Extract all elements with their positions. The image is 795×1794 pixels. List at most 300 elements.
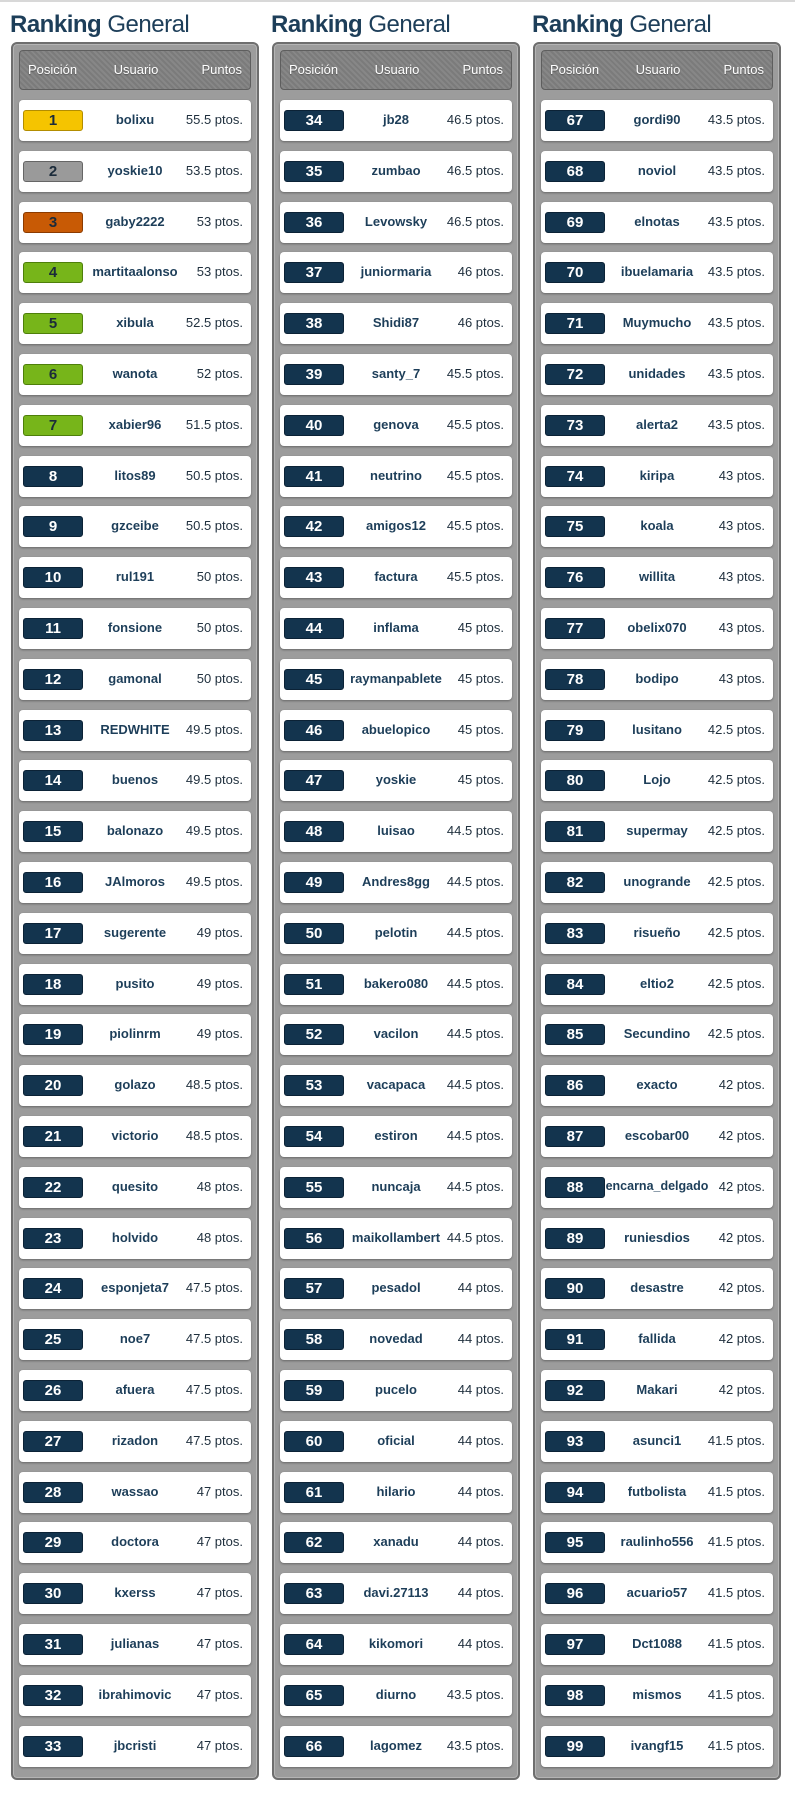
points-value: 46.5 ptos. [446, 162, 504, 178]
username[interactable]: willita [638, 569, 676, 585]
points-value: 49.5 ptos. [185, 873, 243, 889]
username[interactable]: genova [373, 416, 419, 432]
position-badge: 52 [284, 1024, 344, 1045]
header-user: Usuario [374, 62, 420, 77]
position-badge: 83 [545, 923, 605, 944]
points-value: 41.5 ptos. [707, 1534, 765, 1550]
points-value: 43 ptos. [718, 467, 765, 483]
points-value: 41.5 ptos. [707, 1585, 765, 1601]
points-value: 44.5 ptos. [446, 873, 504, 889]
username[interactable]: zumbao [371, 162, 421, 178]
points-value: 50.5 ptos. [185, 518, 243, 534]
points-value: 44.5 ptos. [446, 823, 504, 839]
ranking-row[interactable] [280, 151, 512, 192]
username[interactable]: afuera [115, 1381, 155, 1397]
ranking-row[interactable] [19, 608, 251, 649]
points-value: 42.5 ptos. [707, 873, 765, 889]
ranking-row[interactable] [280, 506, 512, 547]
username[interactable]: Makari [636, 1381, 678, 1397]
ranking-row[interactable] [19, 1573, 251, 1614]
points-value: 45 ptos. [457, 670, 504, 686]
username[interactable]: desastre [630, 1280, 684, 1296]
username[interactable]: litos89 [114, 467, 156, 483]
username[interactable]: jbcristi [113, 1737, 157, 1753]
points-value: 43.5 ptos. [707, 112, 765, 127]
ranking-row[interactable] [280, 354, 512, 395]
username[interactable]: oficial [377, 1432, 415, 1448]
ranking-row[interactable] [19, 151, 251, 192]
points-value: 49 ptos. [196, 975, 243, 991]
username[interactable]: risueño [633, 924, 681, 940]
points-value: 42 ptos. [718, 1178, 765, 1194]
ranking-column-1 [9, 8, 261, 1755]
position-badge: 86 [545, 1075, 605, 1096]
username[interactable]: eltio2 [640, 975, 674, 991]
ranking-row[interactable] [280, 405, 512, 446]
ranking-row[interactable] [19, 100, 251, 141]
ranking-row[interactable] [541, 252, 773, 293]
points-value: 47 ptos. [196, 1585, 243, 1601]
ranking-row[interactable] [280, 1370, 512, 1411]
ranking-row[interactable] [280, 1573, 512, 1614]
header-user: Usuario [635, 62, 681, 77]
ranking-row[interactable] [19, 456, 251, 497]
username[interactable]: buenos [111, 772, 159, 788]
points-value: 43 ptos. [718, 569, 765, 585]
ranking-row[interactable] [280, 252, 512, 293]
ranking-row[interactable] [19, 1472, 251, 1513]
username[interactable]: doctora [111, 1534, 159, 1550]
ranking-row[interactable] [19, 1319, 251, 1360]
username[interactable]: ibrahimovic [98, 1686, 172, 1702]
username[interactable]: Levowsky [364, 213, 428, 229]
ranking-row[interactable] [541, 608, 773, 649]
column-title-bold: Ranking [532, 11, 624, 38]
ranking-row[interactable] [19, 1218, 251, 1259]
username[interactable]: Andres8gg [362, 873, 430, 889]
position-badge: 78 [545, 669, 605, 690]
ranking-row[interactable] [541, 1421, 773, 1462]
username[interactable]: Dct1088 [632, 1635, 682, 1651]
username[interactable]: Muymucho [622, 315, 692, 331]
position-badge: 6 [23, 364, 83, 385]
points-value: 45.5 ptos. [446, 467, 504, 483]
username[interactable]: diurno [375, 1686, 417, 1702]
ranking-row[interactable] [19, 557, 251, 598]
ranking-row[interactable] [19, 1065, 251, 1106]
position-badge: 28 [23, 1482, 83, 1503]
ranking-row[interactable] [19, 202, 251, 243]
ranking-row[interactable] [541, 1522, 773, 1563]
username[interactable]: gaby2222 [105, 213, 165, 229]
ranking-row[interactable] [541, 913, 773, 954]
ranking-row[interactable] [541, 354, 773, 395]
points-value: 43.5 ptos. [707, 315, 765, 331]
ranking-row[interactable] [541, 862, 773, 903]
position-badge: 85 [545, 1024, 605, 1045]
points-value: 47 ptos. [196, 1737, 243, 1753]
points-value: 48 ptos. [196, 1178, 243, 1194]
username[interactable]: novedad [369, 1331, 423, 1347]
username[interactable]: JAlmoros [105, 873, 165, 889]
ranking-row[interactable] [541, 811, 773, 852]
column-title [532, 8, 783, 42]
ranking-row[interactable] [541, 1065, 773, 1106]
points-value: 46 ptos. [457, 264, 504, 280]
username[interactable]: noe7 [119, 1331, 151, 1347]
username[interactable]: ivangf15 [630, 1737, 684, 1753]
username[interactable]: martitaalonso [92, 264, 178, 280]
username[interactable]: futbolista [627, 1483, 687, 1499]
column-title-bold: Ranking [10, 11, 102, 38]
ranking-row[interactable] [541, 1218, 773, 1259]
top-border [0, 0, 795, 2]
header-user: Usuario [113, 62, 159, 77]
username[interactable]: fallida [638, 1331, 676, 1347]
username[interactable]: alerta2 [636, 416, 678, 432]
username[interactable]: kiripa [639, 467, 675, 483]
position-badge: 81 [545, 821, 605, 842]
ranking-row[interactable] [280, 1421, 512, 1462]
ranking-row[interactable] [19, 1675, 251, 1716]
ranking-row[interactable] [541, 1370, 773, 1411]
position-badge: 1 [23, 110, 83, 131]
ranking-row[interactable] [280, 659, 512, 700]
username[interactable]: santy_7 [371, 365, 421, 381]
ranking-row[interactable] [280, 1319, 512, 1360]
username[interactable]: lagomez [369, 1737, 422, 1753]
position-badge: 74 [545, 466, 605, 487]
username[interactable]: unogrande [623, 873, 691, 889]
ranking-row[interactable] [280, 100, 512, 141]
ranking-row[interactable] [280, 1014, 512, 1055]
ranking-row[interactable] [19, 354, 251, 395]
username[interactable]: noviol [637, 162, 677, 178]
ranking-row[interactable] [541, 100, 773, 141]
position-badge: 48 [284, 821, 344, 842]
ranking-row[interactable] [280, 1624, 512, 1665]
username[interactable]: hilario [376, 1483, 416, 1499]
username[interactable]: bodipo [635, 670, 679, 686]
username[interactable]: pelotin [374, 924, 418, 940]
points-value: 43.5 ptos. [707, 365, 765, 381]
ranking-row[interactable] [280, 1726, 512, 1767]
username[interactable]: ibuelamaria [620, 264, 694, 280]
position-badge: 15 [23, 821, 83, 842]
position-badge: 44 [284, 618, 344, 639]
points-value: 44 ptos. [457, 1331, 504, 1347]
username[interactable]: raulinho556 [620, 1534, 694, 1550]
ranking-row[interactable] [19, 659, 251, 700]
ranking-row[interactable] [280, 760, 512, 801]
username[interactable]: raymanpablete [350, 670, 442, 686]
username[interactable]: runiesdios [624, 1229, 690, 1245]
username[interactable]: inflama [373, 619, 419, 635]
points-value: 43.5 ptos. [446, 1737, 504, 1753]
points-value: 44 ptos. [457, 1432, 504, 1448]
username[interactable]: wassao [111, 1483, 159, 1499]
username[interactable]: obelix070 [627, 619, 687, 635]
position-badge: 73 [545, 415, 605, 436]
header-points: Puntos [201, 62, 242, 77]
ranking-row[interactable] [541, 760, 773, 801]
username[interactable]: factura [374, 569, 418, 585]
position-badge: 92 [545, 1380, 605, 1401]
username[interactable]: encarna_delgado [605, 1178, 709, 1193]
username[interactable]: Lojo [643, 772, 671, 788]
ranking-row[interactable] [541, 1167, 773, 1208]
username[interactable]: fonsione [107, 619, 163, 635]
ranking-row[interactable] [280, 303, 512, 344]
ranking-row[interactable] [19, 760, 251, 801]
username[interactable]: abuelopico [361, 721, 431, 737]
username[interactable]: vacilon [373, 1026, 419, 1042]
username[interactable]: yoskie [375, 772, 417, 788]
points-value: 41.5 ptos. [707, 1432, 765, 1448]
points-value: 42 ptos. [718, 1331, 765, 1347]
position-badge: 59 [284, 1380, 344, 1401]
ranking-row[interactable] [541, 506, 773, 547]
position-badge: 50 [284, 923, 344, 944]
ranking-row[interactable] [19, 1624, 251, 1665]
ranking-row[interactable] [541, 1472, 773, 1513]
ranking-column-2 [270, 8, 522, 1755]
ranking-row[interactable] [541, 1726, 773, 1767]
ranking-row[interactable] [19, 1014, 251, 1055]
ranking-row[interactable] [541, 710, 773, 751]
points-value: 42 ptos. [718, 1381, 765, 1397]
ranking-row[interactable] [280, 1065, 512, 1106]
position-badge: 93 [545, 1431, 605, 1452]
username[interactable]: supermay [626, 823, 688, 839]
ranking-row[interactable] [541, 303, 773, 344]
points-value: 46 ptos. [457, 315, 504, 331]
ranking-row[interactable] [280, 1268, 512, 1309]
username[interactable]: elnotas [634, 213, 680, 229]
ranking-row[interactable] [280, 1472, 512, 1513]
ranking-row[interactable] [19, 405, 251, 446]
points-value: 47 ptos. [196, 1534, 243, 1550]
ranking-row[interactable] [19, 1370, 251, 1411]
username[interactable]: victorio [111, 1127, 159, 1143]
points-value: 48.5 ptos. [185, 1127, 243, 1143]
ranking-row[interactable] [280, 964, 512, 1005]
points-value: 45.5 ptos. [446, 365, 504, 381]
username[interactable]: balonazo [106, 823, 164, 839]
ranking-row[interactable] [19, 303, 251, 344]
position-badge: 69 [545, 212, 605, 233]
ranking-row[interactable] [541, 1675, 773, 1716]
username[interactable]: kxerss [114, 1585, 156, 1601]
ranking-row[interactable] [19, 1268, 251, 1309]
username[interactable]: asunci1 [632, 1432, 682, 1448]
username[interactable]: xabier96 [108, 416, 162, 432]
ranking-row[interactable] [541, 1573, 773, 1614]
ranking-row[interactable] [19, 252, 251, 293]
ranking-row[interactable] [280, 862, 512, 903]
username[interactable]: esponjeta7 [101, 1280, 169, 1296]
ranking-row[interactable] [541, 1624, 773, 1665]
username[interactable]: wanota [112, 365, 158, 381]
points-value: 48 ptos. [196, 1229, 243, 1245]
points-value: 45.5 ptos. [446, 569, 504, 585]
points-value: 45.5 ptos. [446, 416, 504, 432]
username[interactable]: rul191 [115, 569, 155, 585]
ranking-row[interactable] [280, 811, 512, 852]
position-badge: 9 [23, 516, 83, 537]
ranking-row[interactable] [280, 1167, 512, 1208]
ranking-row[interactable] [541, 405, 773, 446]
username[interactable]: bakero080 [363, 975, 429, 991]
ranking-row[interactable] [280, 1522, 512, 1563]
ranking-row[interactable] [19, 811, 251, 852]
position-badge: 91 [545, 1329, 605, 1350]
position-badge: 41 [284, 466, 344, 487]
username[interactable]: gamonal [108, 670, 162, 686]
username[interactable]: rizadon [111, 1432, 159, 1448]
username[interactable]: golazo [114, 1077, 156, 1093]
position-badge: 49 [284, 872, 344, 893]
column-title-light: General [368, 11, 451, 38]
position-badge: 68 [545, 161, 605, 182]
username[interactable]: mismos [632, 1686, 682, 1702]
position-badge: 11 [23, 618, 83, 639]
points-value: 42.5 ptos. [707, 823, 765, 839]
position-badge: 56 [284, 1228, 344, 1249]
username[interactable]: unidades [628, 365, 686, 381]
column-title [10, 8, 261, 42]
username[interactable]: kikomori [368, 1635, 424, 1651]
username[interactable]: escobar00 [624, 1127, 690, 1143]
position-badge: 63 [284, 1583, 344, 1604]
username[interactable]: gzceibe [111, 518, 159, 534]
ranking-row[interactable] [541, 1014, 773, 1055]
username[interactable]: nuncaja [371, 1178, 421, 1194]
ranking-row[interactable] [19, 1726, 251, 1767]
ranking-panel [272, 42, 520, 1780]
ranking-list [280, 100, 512, 1776]
position-badge: 30 [23, 1583, 83, 1604]
ranking-row[interactable] [280, 710, 512, 751]
ranking-column-3 [531, 8, 783, 1755]
ranking-row[interactable] [19, 710, 251, 751]
ranking-row[interactable] [280, 1218, 512, 1259]
position-badge: 47 [284, 770, 344, 791]
position-badge: 54 [284, 1126, 344, 1147]
ranking-row[interactable] [19, 1167, 251, 1208]
username[interactable]: luisao [377, 823, 415, 839]
ranking-row[interactable] [19, 506, 251, 547]
username[interactable]: amigos12 [366, 518, 426, 534]
username[interactable]: xanadu [373, 1534, 419, 1550]
username[interactable]: gordi90 [633, 112, 681, 127]
ranking-row[interactable] [541, 659, 773, 700]
header-position: Posición [289, 62, 339, 77]
position-badge: 3 [23, 212, 83, 233]
username[interactable]: bolixu [115, 112, 155, 127]
username[interactable]: pusito [115, 975, 155, 991]
points-value: 47.5 ptos. [185, 1381, 243, 1397]
ranking-row[interactable] [19, 964, 251, 1005]
ranking-row[interactable] [19, 862, 251, 903]
username[interactable]: maikollambert [351, 1229, 441, 1245]
username[interactable]: Secundino [623, 1026, 691, 1042]
position-badge: 37 [284, 262, 344, 283]
username[interactable]: sugerente [103, 924, 167, 940]
ranking-row[interactable] [541, 202, 773, 243]
ranking-row[interactable] [280, 608, 512, 649]
username[interactable]: Shidi87 [372, 315, 420, 331]
ranking-panel [533, 42, 781, 1780]
points-value: 45 ptos. [457, 619, 504, 635]
position-badge: 26 [23, 1380, 83, 1401]
points-value: 44.5 ptos. [446, 975, 504, 991]
position-badge: 35 [284, 161, 344, 182]
ranking-row[interactable] [541, 1319, 773, 1360]
ranking-row[interactable] [280, 913, 512, 954]
username[interactable]: lusitano [632, 721, 682, 737]
username[interactable]: holvido [111, 1229, 159, 1245]
position-badge: 70 [545, 262, 605, 283]
username[interactable]: koala [640, 518, 674, 534]
ranking-row[interactable] [19, 913, 251, 954]
username[interactable]: yoskie10 [107, 162, 163, 178]
ranking-row[interactable] [280, 202, 512, 243]
ranking-row[interactable] [541, 1268, 773, 1309]
position-badge: 12 [23, 669, 83, 690]
ranking-row[interactable] [19, 1116, 251, 1157]
username[interactable]: quesito [111, 1178, 159, 1194]
username[interactable]: piolinrm [109, 1026, 161, 1042]
username[interactable]: REDWHITE [100, 721, 170, 737]
username[interactable]: pesadol [371, 1280, 421, 1296]
ranking-row[interactable] [541, 557, 773, 598]
points-value: 49.5 ptos. [185, 823, 243, 839]
points-value: 49.5 ptos. [185, 721, 243, 737]
username[interactable]: davi.27113 [363, 1585, 429, 1601]
position-badge: 39 [284, 364, 344, 385]
ranking-row[interactable] [19, 1522, 251, 1563]
username[interactable]: neutrino [370, 467, 422, 483]
points-value: 50 ptos. [196, 569, 243, 585]
username[interactable]: pucelo [375, 1381, 417, 1397]
position-badge: 82 [545, 872, 605, 893]
username[interactable]: jb28 [382, 112, 409, 127]
ranking-row[interactable] [280, 557, 512, 598]
ranking-row[interactable] [541, 456, 773, 497]
ranking-row[interactable] [280, 1675, 512, 1716]
username[interactable]: acuario57 [626, 1585, 688, 1601]
username[interactable]: estiron [374, 1127, 418, 1143]
position-badge: 23 [23, 1228, 83, 1249]
ranking-row[interactable] [280, 456, 512, 497]
points-value: 44 ptos. [457, 1381, 504, 1397]
ranking-row[interactable] [280, 1116, 512, 1157]
username[interactable]: juniormaria [360, 264, 432, 280]
points-value: 43.5 ptos. [707, 416, 765, 432]
points-value: 47 ptos. [196, 1483, 243, 1499]
points-value: 44 ptos. [457, 1280, 504, 1296]
ranking-row[interactable] [19, 1421, 251, 1462]
ranking-row[interactable] [541, 1116, 773, 1157]
ranking-row[interactable] [541, 964, 773, 1005]
ranking-row[interactable] [541, 151, 773, 192]
username[interactable]: julianas [110, 1635, 160, 1651]
username[interactable]: exacto [636, 1077, 678, 1093]
username[interactable]: vacapaca [366, 1077, 426, 1093]
username[interactable]: xibula [116, 315, 154, 331]
position-badge: 27 [23, 1431, 83, 1452]
